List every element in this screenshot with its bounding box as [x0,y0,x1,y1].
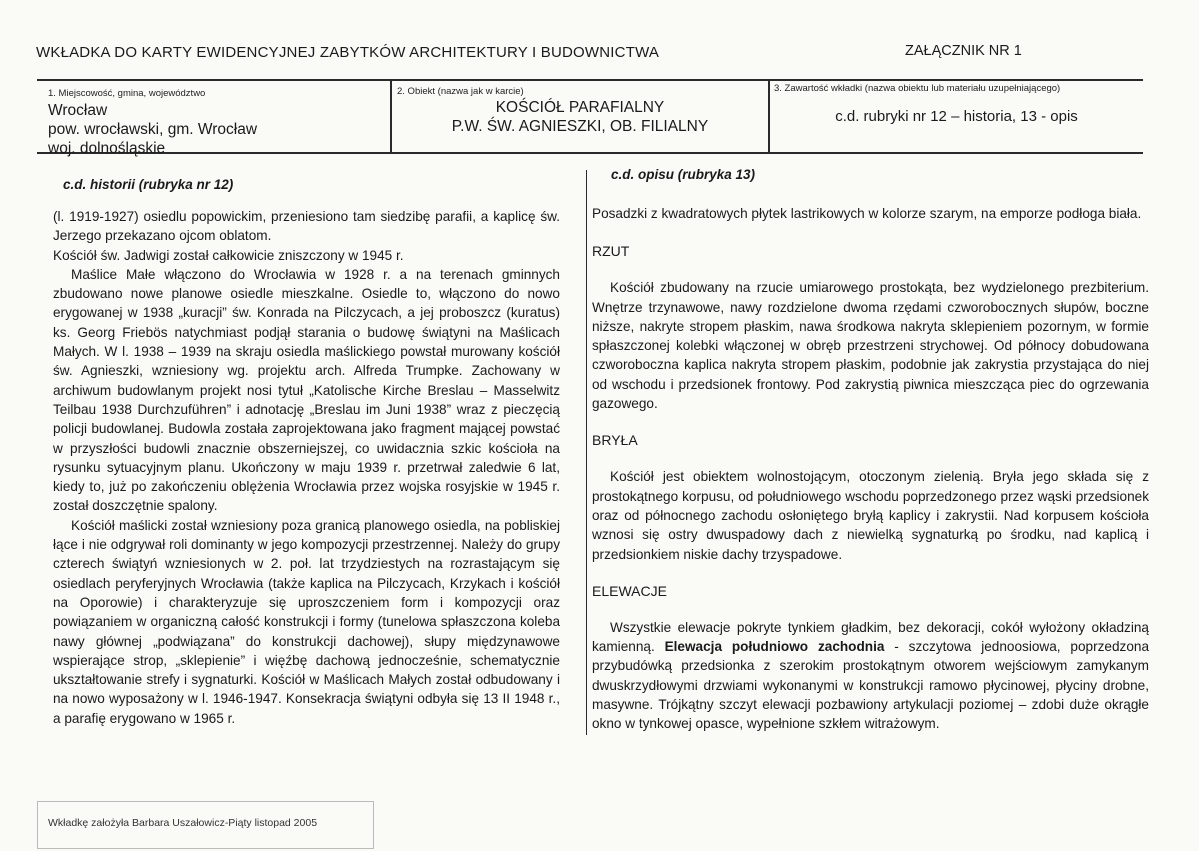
field-location-county: pow. wrocławski, gm. Wrocław [48,121,258,138]
elevations-bold-term: Elewacja południowo zachodnia [664,639,885,655]
field-location-label: 1. Miejscowość, gmina, województwo [48,88,206,99]
section-title-elevations: ELEWACJE [592,582,667,599]
elevations-intro: Wszystkie elewacje pokryte tynkiem gładkim, bez dekoracji, cokół wyłożony okładziną kamienną. [592,619,1149,655]
section-title-massing: BRYŁA [592,432,638,449]
footer-credit: Wkładkę założyła Barbara Uszałowicz-Piąty listopad 2005 [48,817,318,829]
history-paragraph-3: Maślice Małe włączono do Wrocławia w 1928 r. a na terenach gminnych zbudowano nowe planowe osiedle mieszkalne. Osiedle to, włączono do nowo erygowanej w 1938 „kuracji” św. Konrada na Pilczycach, a jej proboszcz (kuratus) ks. Georg Friebös natychmiast podjął starania o budowę świątyni na Maślicach Małych. W l. 1938 – 1939 na skraju osiedla maślickiego powstał murowany kościół św. Agnieszki, wzniesiony wg. projektu arch. Alfreda Trumpke. Zachowany w archiwum budowlanym projekt nosi tytuł „Katolische Kirche Breslau – Masselwitz Teilbau 1938 Durchzuführen” i adnotację „Breslau im Juni 1938” wraz z pieczęcią policji budowlanej. Budowla została zaprojektowana jako fragment mającej powstać w przyszłości budowli znacznie obszerniejszej, co uwidacznia szkic kościoła na rysunku sytuacyjnym planu. Ukończony w maju 1939 r. przetrwał zaledwie 6 lat, kiedy to, już po zakończeniu oblężenia Wrocławia przez wojska rosyjskie w 1945 r. został doszczętnie spalony. [53,266,560,514]
field-object-label: 2. Obiekt (nazwa jak w karcie) [397,86,524,97]
right-column-heading: c.d. opisu (rubryka 13) [611,167,756,182]
section-title-plan: RZUT [592,243,630,260]
description-paragraph-floor: Posadzki z kwadratowych płytek lastrikowych w kolorze szarym, na emporze podłoga biała. [592,206,1142,221]
elevations-detail: - szczytowa jednoosiowa, poprzedzona przybudówką przedsionka z szerokim prostokątnym otworem wejściowym zamykanym dwuskrzydłowymi drzwiami wykonanymi w konstrukcji ramowo płycinowej, płyciny drobne, masywne. Trójkątny szczyt elewacji pozbawiony artykulacji poziomej – zdobi duże okrągłe okno w tynkowej opasce, wypełnione szkłem witrażowym. [592,639,1150,732]
field-contents-value: c.d. rubryki nr 12 – historia, 13 - opis [835,108,1078,125]
section-text-elevations [592,618,1149,734]
form-top-rule [37,79,1143,81]
form-bottom-rule [37,152,1143,154]
history-paragraph-1: (l. 1919-1927) osiedlu popowickim, przeniesiono tam siedzibę parafii, a kaplicę św. Jerzego przekazano ojcom oblatom. [53,209,560,244]
field-location-voivodeship: woj. dolnośląskie [48,140,166,157]
left-column-body [53,207,560,728]
field-object-name-2: P.W. ŚW. AGNIESZKI, OB. FILIALNY [451,118,709,135]
field-object-name-1: KOŚCIÓŁ PARAFIALNY [495,99,665,116]
section-text-plan: Kościół zbudowany na rzucie umiarowego prostokąta, bez wydzielonego prezbiterium. Wnętrze trzynawowe, nawy rozdzielone dwoma rzędami czworobocznych słupów, boczne niższe, nakryte stropem płaskim, nawa środkowa nakryta sklepieniem pozornym, w formie spłaszczonej kolebki włączonej w obręb przestrzeni strychowej. Od północy dobudowana czworoboczna kaplica nakryta stropem płaskim, podobnie jak zakrystia przystająca do niej od wschodu i przedsionek frontowy. Pod zakrystią piwnica mieszcząca piec do ogrzewania gazowego. [592,280,1149,412]
field-location-city: Wrocław [48,102,108,119]
document-title: WKŁADKA DO KARTY EWIDENCYJNEJ ZABYTKÓW ARCHITEKTURY I BUDOWNICTWA [36,44,660,61]
section-text-massing: Kościół jest obiektem wolnostojącym, otoczonym zielenią. Bryła jego składa się z prostokątnego korpusu, od południowego wschodu poprzedzonego przez wąski przedsionek oraz od północnego zachodu osłoniętego bryłą kaplicy i zakrystii. Nad korpusem kościoła wznosi się ostry dwuspadowy dach z niewielką sygnaturką po środku, nad kaplicą i przedsionkiem niskie dachy trzyspadowe. [592,469,1149,562]
history-paragraph-4: Kościół maślicki został wzniesiony poza granicą planowego osiedla, na pobliskiej łące i nie odgrywał roli dominanty w jego kompozycji przestrzennej. Należy do grupy czterech świątyń wzniesionych w 2. poł. lat trzydziestych na rozrastającym się osiedlach peryferyjnych Wrocławia (także kaplica na Pilczycach, Krzykach i kościół na Oporowie) i charakteryzuje się uproszczeniem form i kompozycji oraz powiązaniem w organiczną całość konstrukcji i formy (tunelowa spłaszczona koleba nawy głównej „podwiązana” do konstrukcji dachowej), słupy międzynawowe wspierające strop, „sklepienie” i więźbę dachową jednocześnie, schematycznie ukształtowanie strefy i sygnaturki. Kościół w Maślicach Małych został odbudowany i na nowo wyposażony w l. 1946-1947. Konsekracja świątyni odbyła się 13 II 1948 r., a parafię erygowano w 1965 r. [53,517,560,726]
column-divider [586,170,587,735]
left-column-heading: c.d. historii (rubryka nr 12) [63,177,234,192]
attachment-number: ZAŁĄCZNIK NR 1 [905,43,1022,59]
history-paragraph-2: Kościół św. Jadwigi został całkowicie zniszczony w 1945 r. [53,247,404,263]
right-column-body [592,204,1149,734]
field-contents-label: 3. Zawartość wkładki (nazwa obiektu lub materiału uzupełniającego) [774,83,1061,94]
